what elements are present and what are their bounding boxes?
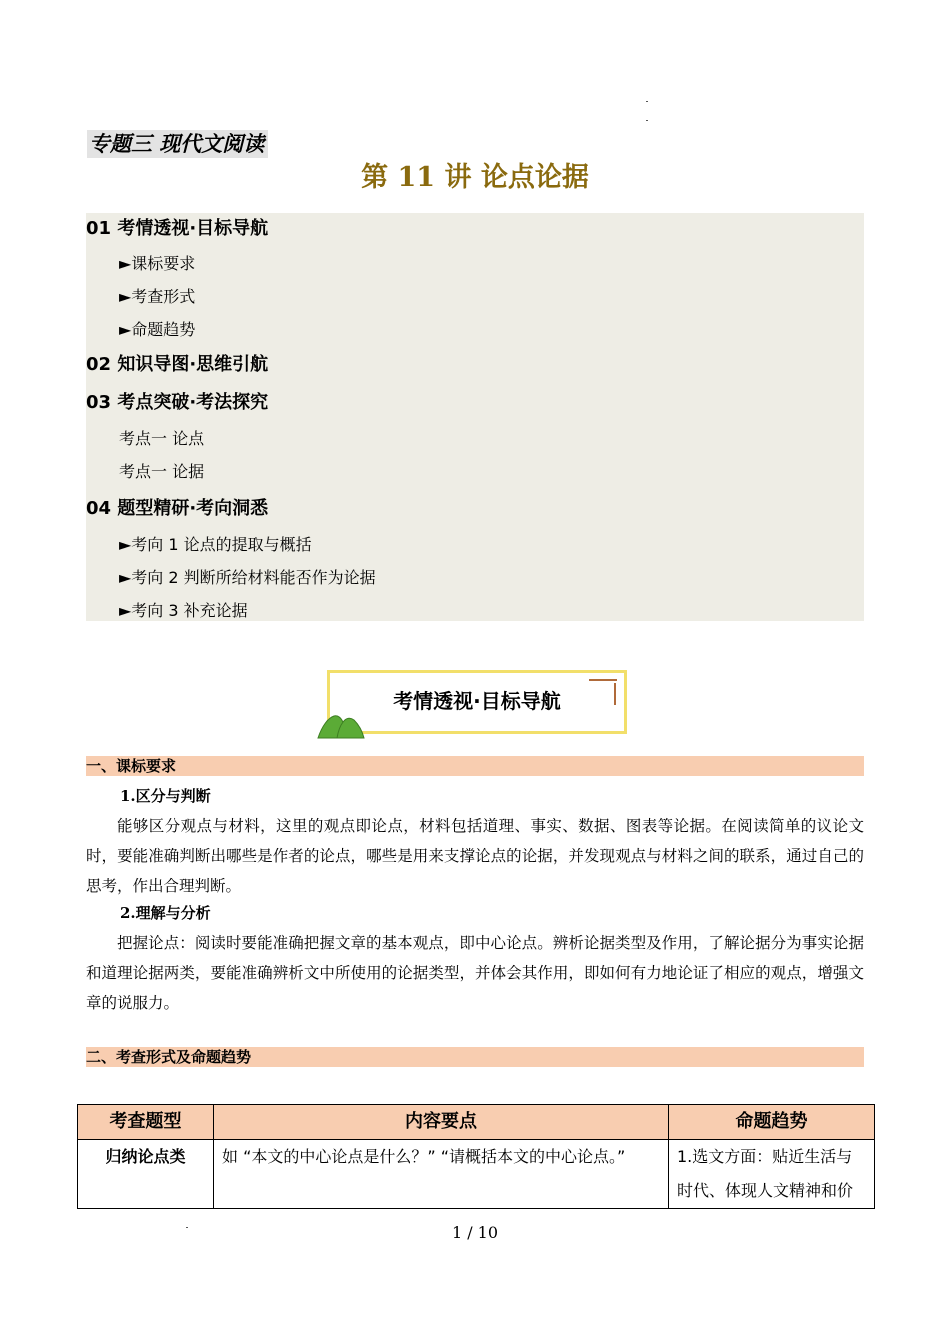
table-header-row — [78, 1105, 875, 1140]
column-header: 命题趋势 — [669, 1105, 875, 1140]
page-number: 1 / 10 — [451, 1223, 499, 1242]
table-row — [78, 1140, 875, 1209]
toc-item[interactable]: ►考向 2 判断所给材料能否作为论据 — [119, 568, 376, 587]
table-cell: 如 “本文的中心论点是什么？” “请概括本文的中心论点。” — [214, 1140, 669, 1209]
stray-mark — [646, 120, 648, 121]
toc-item[interactable]: ►考查形式 — [119, 287, 196, 306]
paragraph: 把握论点：阅读时要能准确把握文章的基本观点，即中心论点。辨析论据类型及作用，了解论据分为事实论据和道理论据两类，要能准确辨析文中所使用的论据类型，并体会其作用，即如何有力地论证了相应的观点，增强文章的说服力。 — [86, 934, 864, 1012]
toc-item[interactable]: ►考向 1 论点的提取与概括 — [119, 535, 312, 554]
banner-decoration — [614, 683, 616, 705]
banner-title: 考情透视·目标导航 — [393, 689, 561, 713]
toc-item[interactable]: 考点一 论点 — [119, 429, 205, 448]
exam-form-table — [77, 1104, 875, 1209]
toc-heading[interactable]: 04 题型精研·考向洞悉 — [86, 498, 269, 519]
table-cell: 1.选文方面：贴近生活与时代、体现人文精神和价 — [669, 1140, 875, 1209]
table-of-contents — [86, 213, 864, 621]
series-title: 专题三 现代文阅读 — [87, 130, 268, 158]
toc-heading[interactable]: 01 考情透视·目标导航 — [86, 218, 269, 239]
section-heading: 二、考查形式及命题趋势 — [86, 1047, 864, 1067]
paragraph: 能够区分观点与材料，这里的观点即论点，材料包括道理、事实、数据、图表等论据。在阅读简单的议论文时，要能准确判断出哪些是作者的论点，哪些是用来支撑论点的论据，并发现观点与材料之间的联系，通过自己的思考，作出合理判断。 — [86, 817, 864, 895]
toc-heading[interactable]: 03 考点突破·考法探究 — [86, 392, 269, 413]
toc-item[interactable]: ►考向 3 补充论据 — [119, 601, 248, 620]
subsection-heading: 2.理解与分析 — [120, 904, 211, 922]
stray-mark — [646, 101, 648, 102]
column-header: 考查题型 — [78, 1105, 214, 1140]
subsection-heading: 1.区分与判断 — [120, 787, 211, 805]
section-banner — [327, 670, 627, 734]
mountain-icon — [316, 712, 368, 740]
toc-item[interactable]: 考点一 论据 — [119, 462, 205, 481]
toc-heading[interactable]: 02 知识导图·思维引航 — [86, 354, 269, 375]
toc-item[interactable]: ►课标要求 — [119, 254, 196, 273]
table-cell: 归纳论点类 — [78, 1140, 214, 1209]
lecture-title: 第 11 讲 论点论据 — [361, 162, 589, 193]
toc-item[interactable]: ►命题趋势 — [119, 320, 196, 339]
section-heading: 一、课标要求 — [86, 756, 864, 776]
column-header: 内容要点 — [214, 1105, 669, 1140]
banner-decoration — [589, 679, 617, 681]
